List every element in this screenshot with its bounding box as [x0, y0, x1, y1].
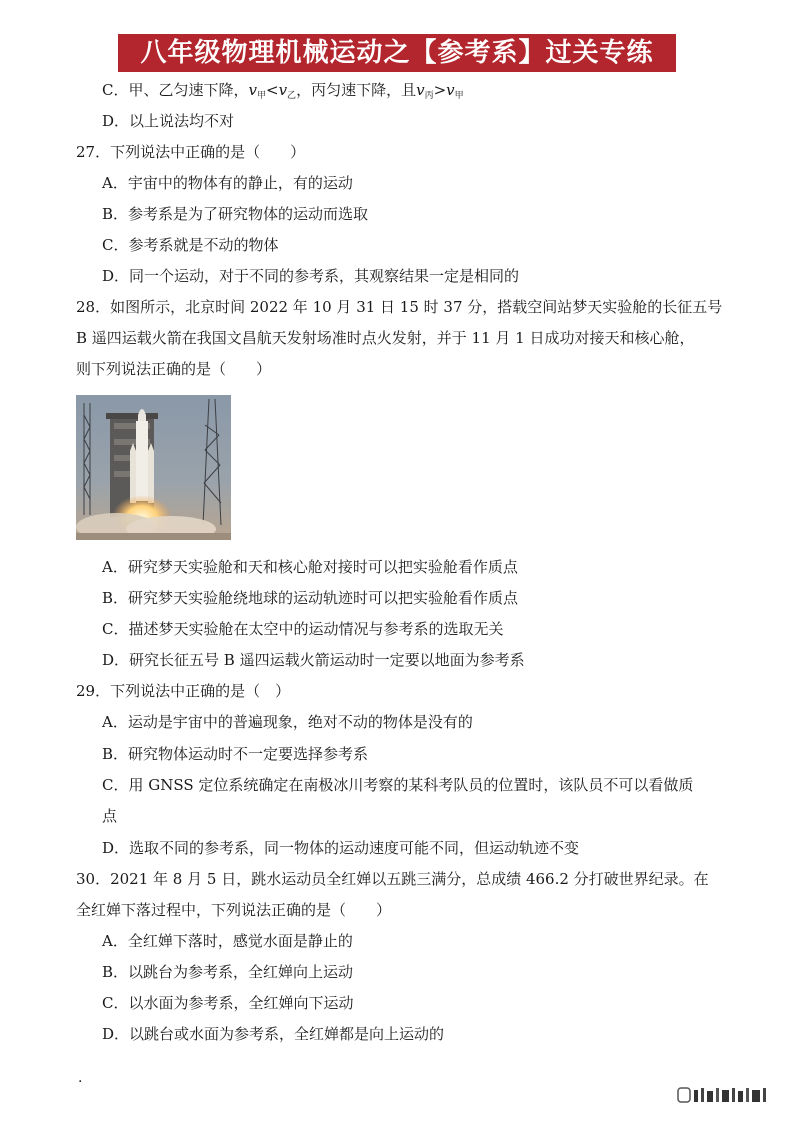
q29-option-a: A．运动是宇宙中的普遍现象，绝对不动的物体是没有的: [102, 713, 473, 731]
q26-option-c: [102, 80, 464, 106]
q28-stem-line-2: B 遥四运载火箭在我国文昌航天发射场准时点火发射，并于 11 月 1 日成功对接天和核心舱，: [76, 329, 695, 347]
velocity-subscript: 甲: [454, 91, 464, 101]
q28-option-d: D．研究长征五号 B 遥四运载火箭运动时一定要以地面为参考系: [102, 651, 525, 669]
q27-option-b: B．参考系是为了研究物体的运动而选取: [102, 205, 369, 223]
velocity-symbol: v: [278, 81, 288, 99]
velocity-subscript: 丙: [424, 91, 434, 101]
velocity-subscript: 乙: [287, 91, 297, 101]
q30-stem-line-2: 全红婵下落过程中，下列说法正确的是（ ）: [76, 901, 392, 919]
q30-stem-line-1: 30．2021 年 8 月 5 日，跳水运动员全红婵以五跳三满分，总成绩 466.2 分打破世界纪录。在: [76, 870, 709, 888]
page-title: 八年级物理机械运动之【参考系】过关专练: [118, 34, 676, 72]
q29-option-d: D．选取不同的参考系，同一物体的运动速度可能不同，但运动轨迹不变: [102, 839, 580, 857]
q27-option-a: A．宇宙中的物体有的静止，有的运动: [102, 174, 353, 192]
q26-option-d: D．以上说法均不对: [102, 112, 235, 130]
greater-than-sign: >: [433, 81, 447, 99]
q27-stem: 27．下列说法中正确的是（ ）: [76, 143, 306, 161]
q29-stem: 29．下列说法中正确的是（ ）: [76, 682, 291, 700]
q26-option-c-prefix: C．甲、乙匀速下降，: [102, 81, 249, 99]
less-than-sign: <: [265, 81, 279, 99]
q28-stem-line-3: 则下列说法正确的是（ ）: [76, 360, 272, 378]
q28-option-b: B．研究梦天实验舱绕地球的运动轨迹时可以把实验舱看作质点: [102, 589, 519, 607]
q30-option-b: B．以跳台为参考系，全红婵向上运动: [102, 963, 354, 981]
q30-option-d: D．以跳台或水面为参考系，全红婵都是向上运动的: [102, 1025, 445, 1043]
velocity-subscript: 甲: [256, 91, 266, 101]
q29-option-c-line-1: C．用 GNSS 定位系统确定在南极冰川考察的某科考队员的位置时，该队员不可以看做质: [102, 776, 694, 794]
q29-option-b: B．研究物体运动时不一定要选择参考系: [102, 745, 369, 763]
velocity-symbol: v: [248, 81, 257, 99]
velocity-symbol: v: [416, 81, 425, 99]
q30-option-c: C．以水面为参考系，全红婵向下运动: [102, 994, 354, 1012]
watermark-logo: [676, 1084, 776, 1108]
rocket-launch-illustration: [76, 395, 231, 540]
rocket-launch-photo: [76, 395, 231, 540]
footer-dot: .: [78, 1070, 83, 1086]
q27-option-d: D．同一个运动，对于不同的参考系，其观察结果一定是相同的: [102, 267, 520, 285]
q26-option-c-middle: ，丙匀速下降，且: [296, 81, 417, 99]
velocity-symbol: v: [446, 81, 455, 99]
q30-option-a: A．全红婵下落时，感觉水面是静止的: [102, 932, 353, 950]
q29-option-c-line-2: 点: [102, 807, 118, 825]
q28-stem-line-1: 28．如图所示，北京时间 2022 年 10 月 31 日 15 时 37 分，搭载空间站梦天实验舱的长征五号: [76, 298, 723, 316]
q27-option-c: C．参考系就是不动的物体: [102, 236, 279, 254]
q28-option-a: A．研究梦天实验舱和天和核心舱对接时可以把实验舱看作质点: [102, 558, 518, 576]
q28-option-c: C．描述梦天实验舱在太空中的运动情况与参考系的选取无关: [102, 620, 504, 638]
